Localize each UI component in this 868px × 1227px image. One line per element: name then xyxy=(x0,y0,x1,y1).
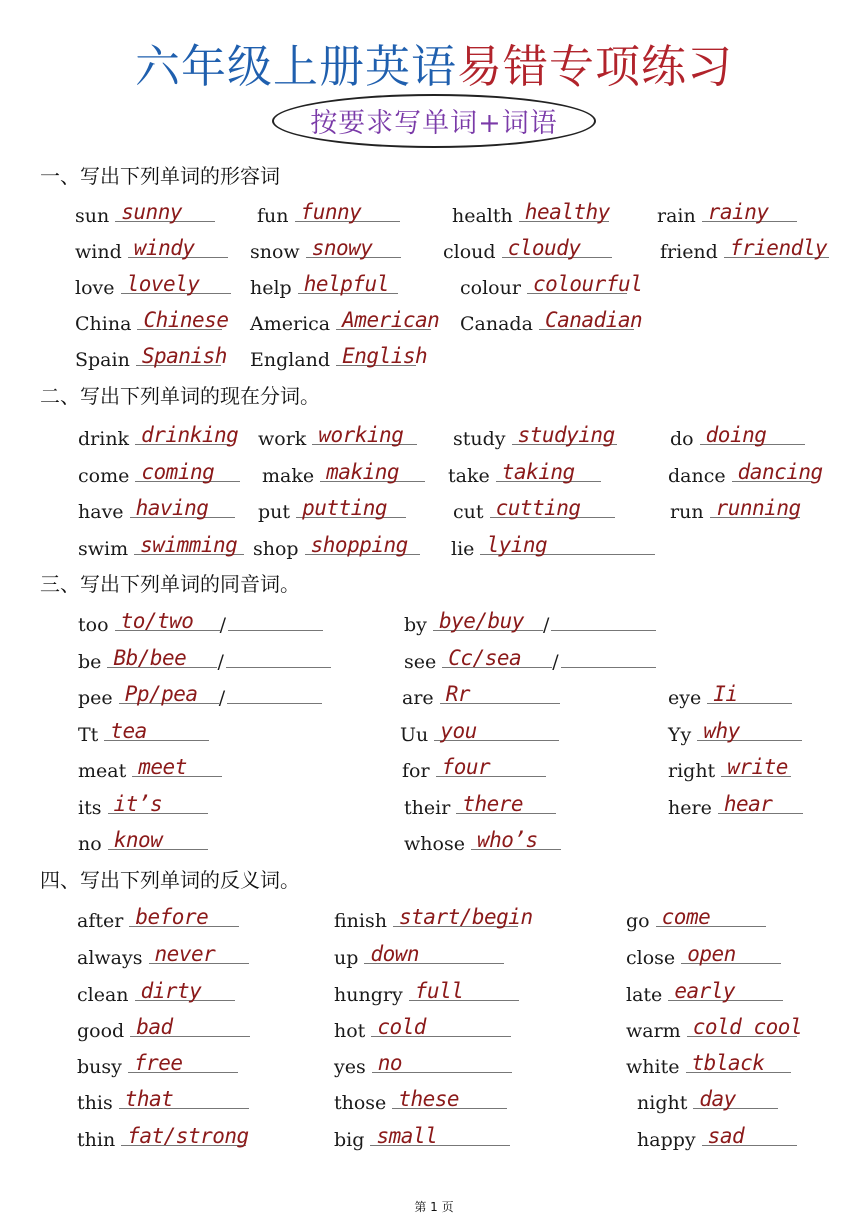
antonym-item xyxy=(334,1016,511,1042)
answer-blank[interactable] xyxy=(296,497,406,518)
antonym-item xyxy=(77,1124,249,1151)
answer-blank[interactable] xyxy=(681,943,781,964)
handwritten-answer: healthy xyxy=(524,200,610,224)
prompt-word: thin xyxy=(77,1129,122,1151)
prompt-word: late xyxy=(626,984,669,1006)
prompt-word: hot xyxy=(334,1020,372,1042)
answer-blank[interactable] xyxy=(718,793,803,814)
extra-answer-blank[interactable] xyxy=(228,610,323,631)
homophone-item xyxy=(78,610,323,636)
adjective-item xyxy=(75,344,227,371)
answer-blank[interactable] xyxy=(137,308,229,332)
answer-blank[interactable] xyxy=(128,1052,238,1073)
handwritten-answer: shopping xyxy=(310,533,408,557)
present-participle-item xyxy=(78,497,235,523)
handwritten-answer: Cc/sea xyxy=(448,646,522,670)
handwritten-answer: making xyxy=(326,460,400,484)
handwritten-answer: helpful xyxy=(303,272,389,296)
adjective-item xyxy=(250,344,428,371)
answer-blank[interactable] xyxy=(702,1125,797,1146)
answer-blank[interactable] xyxy=(409,980,519,1001)
adjective-item xyxy=(75,273,231,299)
present-participle-item xyxy=(451,534,655,560)
handwritten-answer: bad xyxy=(136,1015,173,1039)
antonym-item xyxy=(637,1088,778,1114)
prompt-word: sun xyxy=(75,205,116,227)
answer-blank[interactable] xyxy=(336,344,428,368)
antonym-item xyxy=(626,943,781,969)
handwritten-answer: Ii xyxy=(713,682,738,706)
antonym-item xyxy=(77,943,249,969)
prompt-word: cloud xyxy=(443,241,502,263)
answer-blank[interactable] xyxy=(115,201,215,222)
handwritten-answer: Pp/pea xyxy=(124,682,198,706)
answer-blank[interactable] xyxy=(121,273,231,294)
answer-blank[interactable] xyxy=(372,1052,512,1073)
slash-separator: / xyxy=(219,614,226,636)
prompt-word: colour xyxy=(460,277,527,299)
handwritten-answer: English xyxy=(342,344,428,368)
homophone-item xyxy=(668,720,802,746)
prompt-word: Tt xyxy=(78,724,105,746)
handwritten-answer: rainy xyxy=(707,200,769,224)
homophone-item xyxy=(78,720,209,746)
prompt-word: lie xyxy=(451,538,481,560)
prompt-word: good xyxy=(77,1020,131,1042)
handwritten-answer: no xyxy=(377,1051,403,1075)
answer-blank[interactable] xyxy=(298,273,398,294)
antonym-item xyxy=(334,1088,507,1114)
handwritten-answer: putting xyxy=(302,496,388,520)
prompt-word: those xyxy=(334,1092,393,1114)
handwritten-answer: taking xyxy=(501,460,575,484)
prompt-word: up xyxy=(334,947,365,969)
handwritten-answer: tea xyxy=(110,719,147,743)
handwritten-answer: why xyxy=(703,719,740,743)
answer-blank[interactable] xyxy=(108,829,208,850)
answer-blank[interactable] xyxy=(336,308,440,332)
prompt-word: this xyxy=(77,1092,119,1114)
adjective-item xyxy=(443,237,612,263)
title-part-blue: 六年级上册英语 xyxy=(134,40,457,93)
prompt-word: friend xyxy=(660,241,724,263)
answer-blank[interactable] xyxy=(512,424,617,445)
antonym-item xyxy=(626,980,783,1006)
prompt-word: are xyxy=(402,687,440,709)
prompt-word: white xyxy=(626,1056,686,1078)
prompt-word: Uu xyxy=(400,724,435,746)
answer-blank[interactable] xyxy=(128,237,228,258)
adjective-item xyxy=(657,201,797,227)
adjective-item xyxy=(75,237,228,263)
handwritten-answer: small xyxy=(376,1124,438,1148)
prompt-word: go xyxy=(626,910,656,932)
answer-blank[interactable] xyxy=(121,1124,249,1148)
answer-blank[interactable] xyxy=(724,237,829,258)
antonym-item xyxy=(77,1088,249,1114)
handwritten-answer: you xyxy=(440,719,477,743)
answer-blank[interactable] xyxy=(496,461,601,482)
present-participle-item xyxy=(78,534,244,560)
answer-blank[interactable] xyxy=(434,720,559,741)
page-number: 第 1 页 xyxy=(414,1200,454,1214)
handwritten-answer: studying xyxy=(517,423,615,447)
antonym-item xyxy=(334,1125,510,1151)
handwritten-answer: dirty xyxy=(140,979,202,1003)
answer-blank[interactable] xyxy=(130,497,235,518)
answer-blank[interactable] xyxy=(502,237,612,258)
prompt-word: study xyxy=(453,428,512,450)
handwritten-answer: sad xyxy=(707,1124,745,1148)
extra-answer-blank[interactable] xyxy=(226,647,331,668)
homophone-item xyxy=(668,793,803,819)
handwritten-answer: Bb/bee xyxy=(113,646,187,670)
prompt-word: swim xyxy=(78,538,135,560)
handwritten-answer: dancing xyxy=(737,460,823,484)
prompt-word: meat xyxy=(78,760,133,782)
prompt-word: shop xyxy=(253,538,305,560)
prompt-word: whose xyxy=(404,833,471,855)
answer-blank[interactable] xyxy=(697,720,802,741)
section-heading-4: 四、写出下列单词的反义词。 xyxy=(40,868,300,892)
answer-blank[interactable] xyxy=(135,461,240,482)
prompt-word: America xyxy=(250,313,337,335)
answer-blank[interactable] xyxy=(108,793,208,814)
handwritten-answer: sunny xyxy=(121,200,182,224)
handwritten-answer: snowy xyxy=(311,236,373,260)
answer-blank[interactable] xyxy=(519,201,609,222)
slash-separator: / xyxy=(552,651,559,673)
slash-separator: / xyxy=(218,687,226,709)
answer-blank[interactable] xyxy=(433,610,543,631)
prompt-word: drink xyxy=(78,428,136,450)
prompt-word: snow xyxy=(250,241,306,263)
homophone-item xyxy=(404,647,656,673)
answer-blank[interactable] xyxy=(312,424,417,445)
handwritten-answer: day xyxy=(699,1087,736,1111)
handwritten-answer: doing xyxy=(705,423,767,447)
present-participle-item xyxy=(670,497,800,523)
adjective-item xyxy=(460,308,643,335)
section-heading-3: 三、写出下列单词的同音词。 xyxy=(40,572,300,596)
handwritten-answer: cold xyxy=(377,1015,426,1039)
answer-blank[interactable] xyxy=(320,461,425,482)
prompt-word: Yy xyxy=(668,724,698,746)
extra-answer-blank[interactable] xyxy=(227,683,322,704)
answer-blank[interactable] xyxy=(707,683,792,704)
handwritten-answer: meet xyxy=(138,755,187,779)
prompt-word: run xyxy=(670,501,710,523)
prompt-word: wind xyxy=(75,241,128,263)
handwritten-answer: cold cool xyxy=(692,1015,803,1039)
handwritten-answer: who’s xyxy=(476,828,538,852)
slash-separator: / xyxy=(217,651,224,673)
handwritten-answer: cloudy xyxy=(507,236,581,260)
prompt-word: help xyxy=(250,277,298,299)
handwritten-answer: funny xyxy=(300,200,362,224)
answer-blank[interactable] xyxy=(115,610,220,631)
present-participle-item xyxy=(670,424,805,450)
antonym-item xyxy=(77,906,239,932)
slash-separator: / xyxy=(542,614,550,636)
prompt-word: health xyxy=(452,205,519,227)
present-participle-item xyxy=(253,534,420,560)
homophone-item xyxy=(668,683,792,709)
answer-blank[interactable] xyxy=(456,793,556,814)
present-participle-item xyxy=(453,424,617,450)
answer-blank[interactable] xyxy=(392,1088,507,1109)
homophone-item xyxy=(404,610,656,636)
handwritten-answer: drinking xyxy=(141,423,239,447)
answer-blank[interactable] xyxy=(527,272,643,296)
prompt-word: see xyxy=(404,651,443,673)
answer-blank[interactable] xyxy=(490,497,615,518)
prompt-word: be xyxy=(78,651,108,673)
homophone-item xyxy=(668,756,791,782)
section-heading-1: 一、写出下列单词的形容词 xyxy=(40,164,280,188)
prompt-word: night xyxy=(637,1092,694,1114)
homophone-item xyxy=(78,756,222,782)
answer-blank[interactable] xyxy=(364,943,504,964)
homophone-item xyxy=(402,756,546,782)
prompt-word: right xyxy=(668,760,722,782)
answer-blank[interactable] xyxy=(135,980,235,1001)
answer-blank[interactable] xyxy=(393,905,533,929)
answer-blank[interactable] xyxy=(442,647,552,668)
title-part-red: 易错专项练习 xyxy=(457,40,734,93)
answer-blank[interactable] xyxy=(656,906,766,927)
handwritten-answer: having xyxy=(135,496,209,520)
answer-blank[interactable] xyxy=(371,1016,511,1037)
adjective-item xyxy=(460,272,643,299)
antonym-item xyxy=(334,905,533,932)
answer-blank[interactable] xyxy=(135,423,239,447)
antonym-item xyxy=(334,943,504,969)
handwritten-answer: colourful xyxy=(532,272,643,296)
prompt-word: warm xyxy=(626,1020,687,1042)
prompt-word: for xyxy=(402,760,436,782)
handwritten-answer: friendly xyxy=(729,236,828,260)
prompt-word: Canada xyxy=(460,313,539,335)
antonym-item xyxy=(626,906,766,932)
answer-blank[interactable] xyxy=(305,534,420,555)
answer-blank[interactable] xyxy=(119,683,219,704)
prompt-word: love xyxy=(75,277,121,299)
handwritten-answer: full xyxy=(414,979,464,1003)
adjective-item xyxy=(250,308,440,335)
prompt-word: busy xyxy=(77,1056,128,1078)
section-heading-2: 二、写出下列单词的现在分词。 xyxy=(40,384,320,408)
antonym-item xyxy=(77,1016,250,1042)
prompt-word: pee xyxy=(78,687,119,709)
prompt-word: after xyxy=(77,910,130,932)
prompt-word: yes xyxy=(334,1056,372,1078)
subtitle: 按要求写单词+词语 xyxy=(310,108,558,139)
prompt-word: dance xyxy=(668,465,732,487)
handwritten-answer: American xyxy=(342,308,440,332)
prompt-word: no xyxy=(78,833,108,855)
handwritten-answer: that xyxy=(124,1087,174,1111)
homophone-item xyxy=(404,793,556,819)
handwritten-answer: Rr xyxy=(445,682,470,706)
prompt-word: rain xyxy=(657,205,702,227)
answer-blank[interactable] xyxy=(686,1052,791,1073)
adjective-item xyxy=(660,237,829,263)
antonym-item xyxy=(77,1052,238,1078)
handwritten-answer: to/two xyxy=(120,609,194,633)
handwritten-answer: hear xyxy=(723,792,773,816)
handwritten-answer: Canadian xyxy=(544,308,643,332)
handwritten-answer: never xyxy=(154,942,216,966)
present-participle-item xyxy=(453,497,615,523)
handwritten-answer: write xyxy=(727,755,788,779)
antonym-item xyxy=(334,1052,512,1078)
handwritten-answer: there xyxy=(462,792,524,816)
present-participle-item xyxy=(448,461,601,487)
prompt-word: take xyxy=(448,465,496,487)
answer-blank[interactable] xyxy=(693,1088,778,1109)
antonym-item xyxy=(626,1052,791,1078)
present-participle-item xyxy=(262,461,425,487)
prompt-word: their xyxy=(404,797,457,819)
prompt-word: come xyxy=(78,465,136,487)
handwritten-answer: before xyxy=(135,905,209,929)
homophone-item xyxy=(400,720,559,746)
handwritten-answer: these xyxy=(398,1087,460,1111)
extra-answer-blank[interactable] xyxy=(551,610,656,631)
answer-blank[interactable] xyxy=(295,201,400,222)
prompt-word: finish xyxy=(334,910,394,932)
prompt-word: fun xyxy=(257,205,295,227)
handwritten-answer: cutting xyxy=(495,496,581,520)
prompt-word: make xyxy=(262,465,321,487)
handwritten-answer: start/begin xyxy=(399,905,533,929)
prompt-word: close xyxy=(626,947,682,969)
handwritten-answer: it’s xyxy=(113,792,163,816)
handwritten-answer: know xyxy=(113,828,163,852)
answer-blank[interactable] xyxy=(130,1016,250,1037)
handwritten-answer: Chinese xyxy=(143,308,229,332)
prompt-word: here xyxy=(668,797,718,819)
handwritten-answer: coming xyxy=(141,460,215,484)
homophone-item xyxy=(78,793,208,819)
adjective-item xyxy=(250,273,398,299)
extra-answer-blank[interactable] xyxy=(561,647,656,668)
answer-blank[interactable] xyxy=(721,756,791,777)
handwritten-answer: down xyxy=(370,942,420,966)
handwritten-answer: bye/buy xyxy=(438,609,524,633)
prompt-word: always xyxy=(77,947,149,969)
answer-blank[interactable] xyxy=(668,980,783,1001)
handwritten-answer: working xyxy=(318,423,404,447)
present-participle-item xyxy=(78,461,240,487)
adjective-item xyxy=(257,201,400,227)
answer-blank[interactable] xyxy=(480,534,655,555)
homophone-item xyxy=(78,647,331,673)
prompt-word: China xyxy=(75,313,138,335)
prompt-word: happy xyxy=(637,1129,702,1151)
prompt-word: England xyxy=(250,349,337,371)
answer-blank[interactable] xyxy=(702,201,797,222)
handwritten-answer: tblack xyxy=(691,1051,765,1075)
present-participle-item xyxy=(258,497,406,523)
answer-blank[interactable] xyxy=(436,756,546,777)
antonym-item xyxy=(334,980,519,1006)
answer-blank[interactable] xyxy=(687,1015,803,1039)
prompt-word: put xyxy=(258,501,297,523)
prompt-word: clean xyxy=(77,984,135,1006)
adjective-item xyxy=(75,201,215,227)
answer-blank[interactable] xyxy=(134,534,244,555)
answer-blank[interactable] xyxy=(732,460,823,484)
handwritten-answer: free xyxy=(133,1051,183,1075)
handwritten-answer: four xyxy=(441,755,491,779)
answer-blank[interactable] xyxy=(149,943,249,964)
prompt-word: have xyxy=(78,501,130,523)
handwritten-answer: running xyxy=(715,496,801,520)
homophone-item xyxy=(78,683,322,709)
handwritten-answer: Spanish xyxy=(141,344,227,368)
handwritten-answer: swimming xyxy=(140,533,238,557)
adjective-item xyxy=(452,201,609,227)
answer-blank[interactable] xyxy=(440,683,560,704)
answer-blank[interactable] xyxy=(107,647,217,668)
present-participle-item xyxy=(78,423,239,450)
handwritten-answer: lovely xyxy=(126,272,200,296)
prompt-word: cut xyxy=(453,501,490,523)
prompt-word: work xyxy=(258,428,313,450)
answer-blank[interactable] xyxy=(370,1125,510,1146)
handwritten-answer: lying xyxy=(486,533,548,557)
prompt-word: its xyxy=(78,797,108,819)
answer-blank[interactable] xyxy=(104,720,209,741)
answer-blank[interactable] xyxy=(700,424,805,445)
homophone-item xyxy=(402,683,560,709)
answer-blank[interactable] xyxy=(129,906,239,927)
answer-blank[interactable] xyxy=(132,756,222,777)
prompt-word: big xyxy=(334,1129,371,1151)
prompt-word: Spain xyxy=(75,349,136,371)
homophone-item xyxy=(78,829,208,855)
prompt-word: eye xyxy=(668,687,708,709)
prompt-word: by xyxy=(404,614,433,636)
adjective-item xyxy=(250,237,401,263)
handwritten-answer: come xyxy=(661,905,711,929)
antonym-item xyxy=(637,1125,797,1151)
antonym-item xyxy=(626,1015,803,1042)
answer-blank[interactable] xyxy=(306,237,401,258)
handwritten-answer: open xyxy=(687,942,736,966)
present-participle-item xyxy=(258,424,417,450)
handwritten-answer: early xyxy=(674,979,736,1003)
answer-blank[interactable] xyxy=(119,1088,249,1109)
prompt-word: hungry xyxy=(334,984,409,1006)
page-title xyxy=(0,30,868,95)
answer-blank[interactable] xyxy=(539,308,643,332)
prompt-word: do xyxy=(670,428,700,450)
homophone-item xyxy=(404,829,561,855)
answer-blank[interactable] xyxy=(710,497,800,518)
answer-blank[interactable] xyxy=(471,829,561,850)
adjective-item xyxy=(75,308,229,335)
answer-blank[interactable] xyxy=(136,344,227,368)
present-participle-item xyxy=(668,460,823,487)
handwritten-answer: windy xyxy=(133,236,195,260)
prompt-word: too xyxy=(78,614,115,636)
handwritten-answer: fat/strong xyxy=(127,1124,249,1148)
antonym-item xyxy=(77,980,235,1006)
